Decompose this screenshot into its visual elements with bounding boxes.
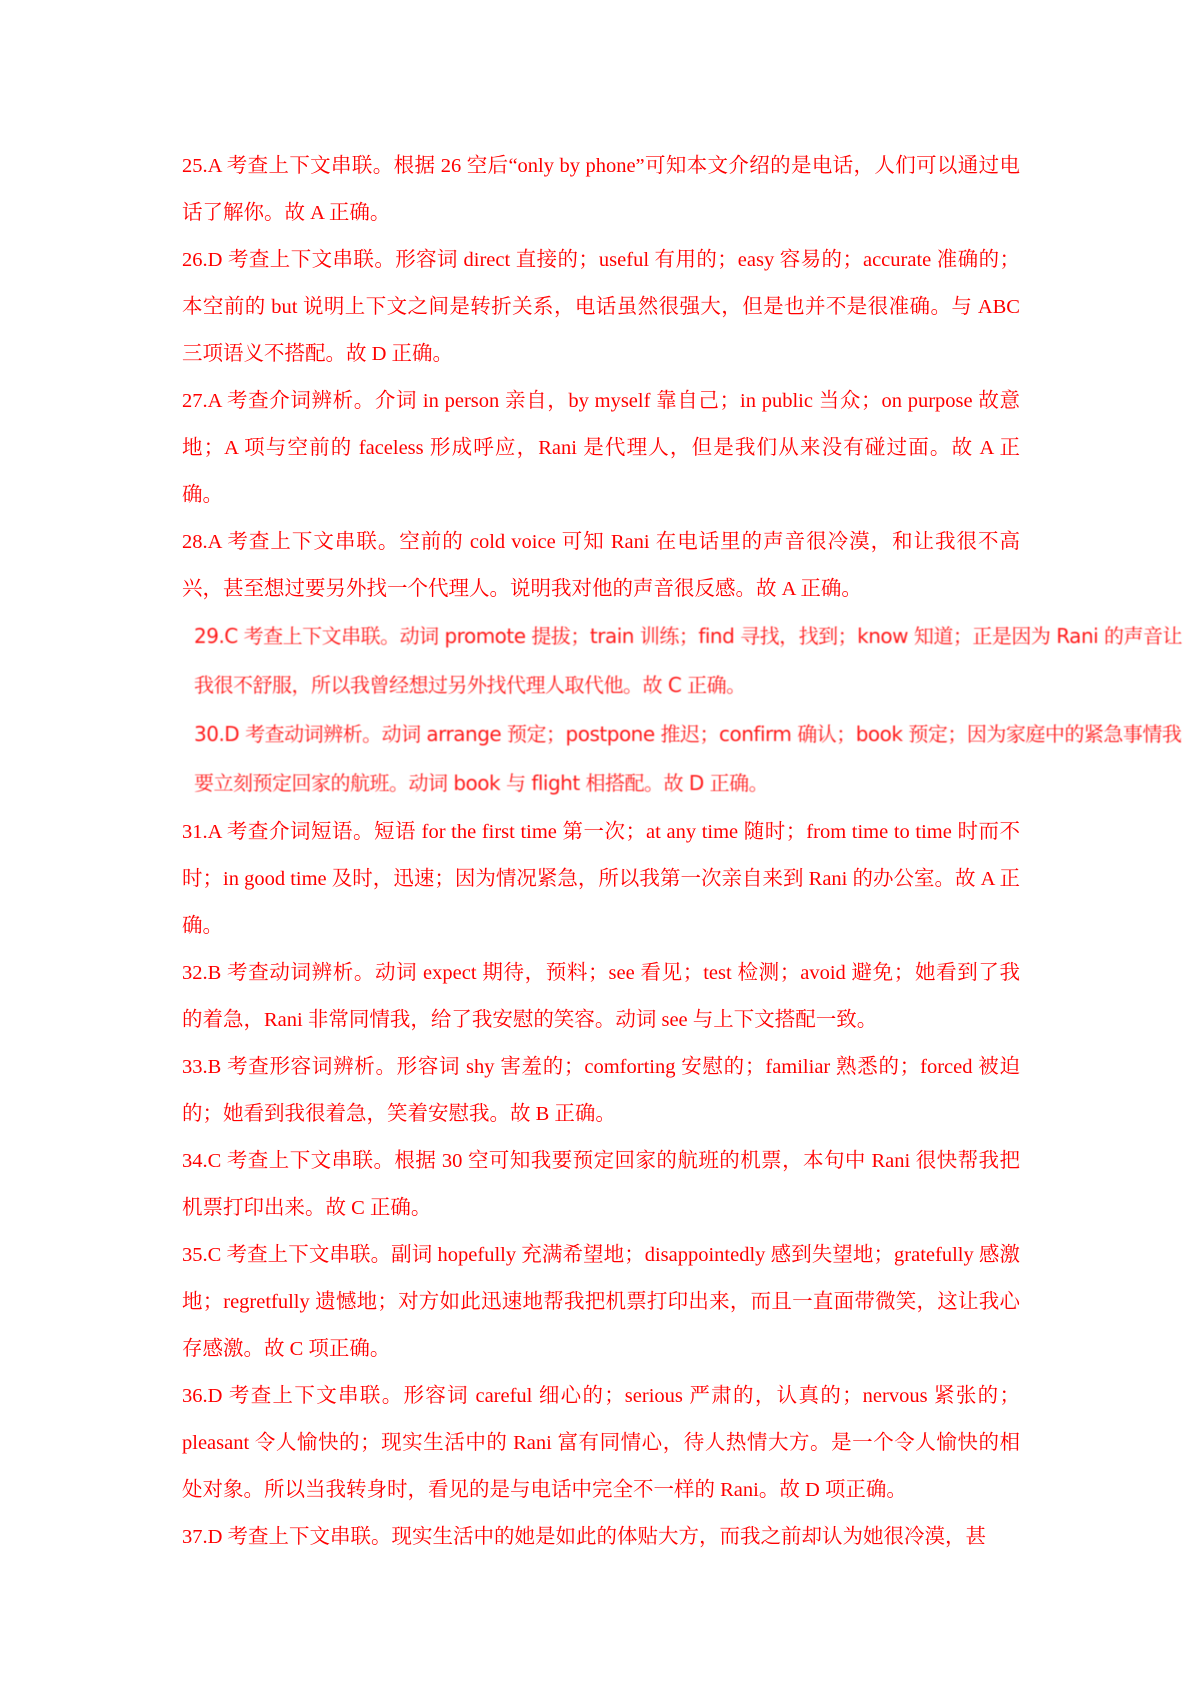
answer-28: 28.A 考查上下文串联。空前的 cold voice 可知 Rani 在电话里的声音很冷漠，和让我很不高兴，甚至想过要另外找一个代理人。说明我对他的声音很反感。故 A 正确。	[182, 531, 1020, 600]
answer-30: 30.D 考查动词辨析。动词 arrange 预定；postpone 推迟；confirm 确认；book 预定；因为家庭中的紧急事情我要立刻预定回家的航班。动词 book 与 flight 相搭配。故 D 正确。	[194, 722, 1182, 795]
answer-33: 33.B 考查形容词辨析。形容词 shy 害羞的；comforting 安慰的；familiar 熟悉的；forced 被迫的；她看到我很着急，笑着安慰我。故 B 正确。	[182, 1056, 1020, 1125]
answer-36: 36.D 考查上下文串联。形容词 careful 细心的；serious 严肃的，认真的；nervous 紧张的；pleasant 令人愉快的；现实生活中的 Rani 富有同情心，待人热情大方。是一个令人愉快的相处对象。所以当我转身时，看见的是与电话中完全不一样的 Rani。故 D 项正确。	[182, 1385, 1020, 1501]
answer-31: 31.A 考查介词短语。短语 for the first time 第一次；at any time 随时；from time to time 时而不时；in good time 及时，迅速；因为情况紧急，所以我第一次亲自来到 Rani 的办公室。故 A 正确。	[182, 821, 1020, 937]
answer-37: 37.D 考查上下文串联。现实生活中的她是如此的体贴大方，而我之前却认为她很冷漠，甚	[182, 1526, 987, 1548]
answer-29: 29.C 考查上下文串联。动词 promote 提拔；train 训练；find 寻找，找到；know 知道；正是因为 Rani 的声音让我很不舒服，所以我曾经想过另外找代理人取代他。故 C 正确。	[194, 624, 1183, 697]
answer-32: 32.B 考查动词辨析。动词 expect 期待，预料；see 看见；test 检测；avoid 避免；她看到了我的着急，Rani 非常同情我，给了我安慰的笑容。动词 see 与上下文搭配一致。	[182, 962, 1020, 1031]
answer-34: 34.C 考查上下文串联。根据 30 空可知我要预定回家的航班的机票，本句中 Rani 很快帮我把机票打印出来。故 C 正确。	[182, 1150, 1020, 1219]
answer-26: 26.D 考查上下文串联。形容词 direct 直接的；useful 有用的；easy 容易的；accurate 准确的；本空前的 but 说明上下文之间是转折关系，电话虽然很强大，但是也并不是很准确。与 ABC 三项语义不搭配。故 D 正确。	[182, 249, 1020, 365]
answer-35: 35.C 考查上下文串联。副词 hopefully 充满希望地；disappointedly 感到失望地；gratefully 感激地；regretfully 遗憾地；对方如此迅速地帮我把机票打印出来，而且一直面带微笑，这让我心存感激。故 C 项正确。	[182, 1244, 1020, 1360]
answer-25: 25.A 考查上下文串联。根据 26 空后“only by phone”可知本文介绍的是电话，人们可以通过电话了解你。故 A 正确。	[182, 155, 1020, 224]
answer-27: 27.A 考查介词辨析。介词 in person 亲自，by myself 靠自己；in public 当众；on purpose 故意地；A 项与空前的 faceless 形成呼应，Rani 是代理人，但是我们从来没有碰过面。故 A 正确。	[182, 390, 1020, 506]
